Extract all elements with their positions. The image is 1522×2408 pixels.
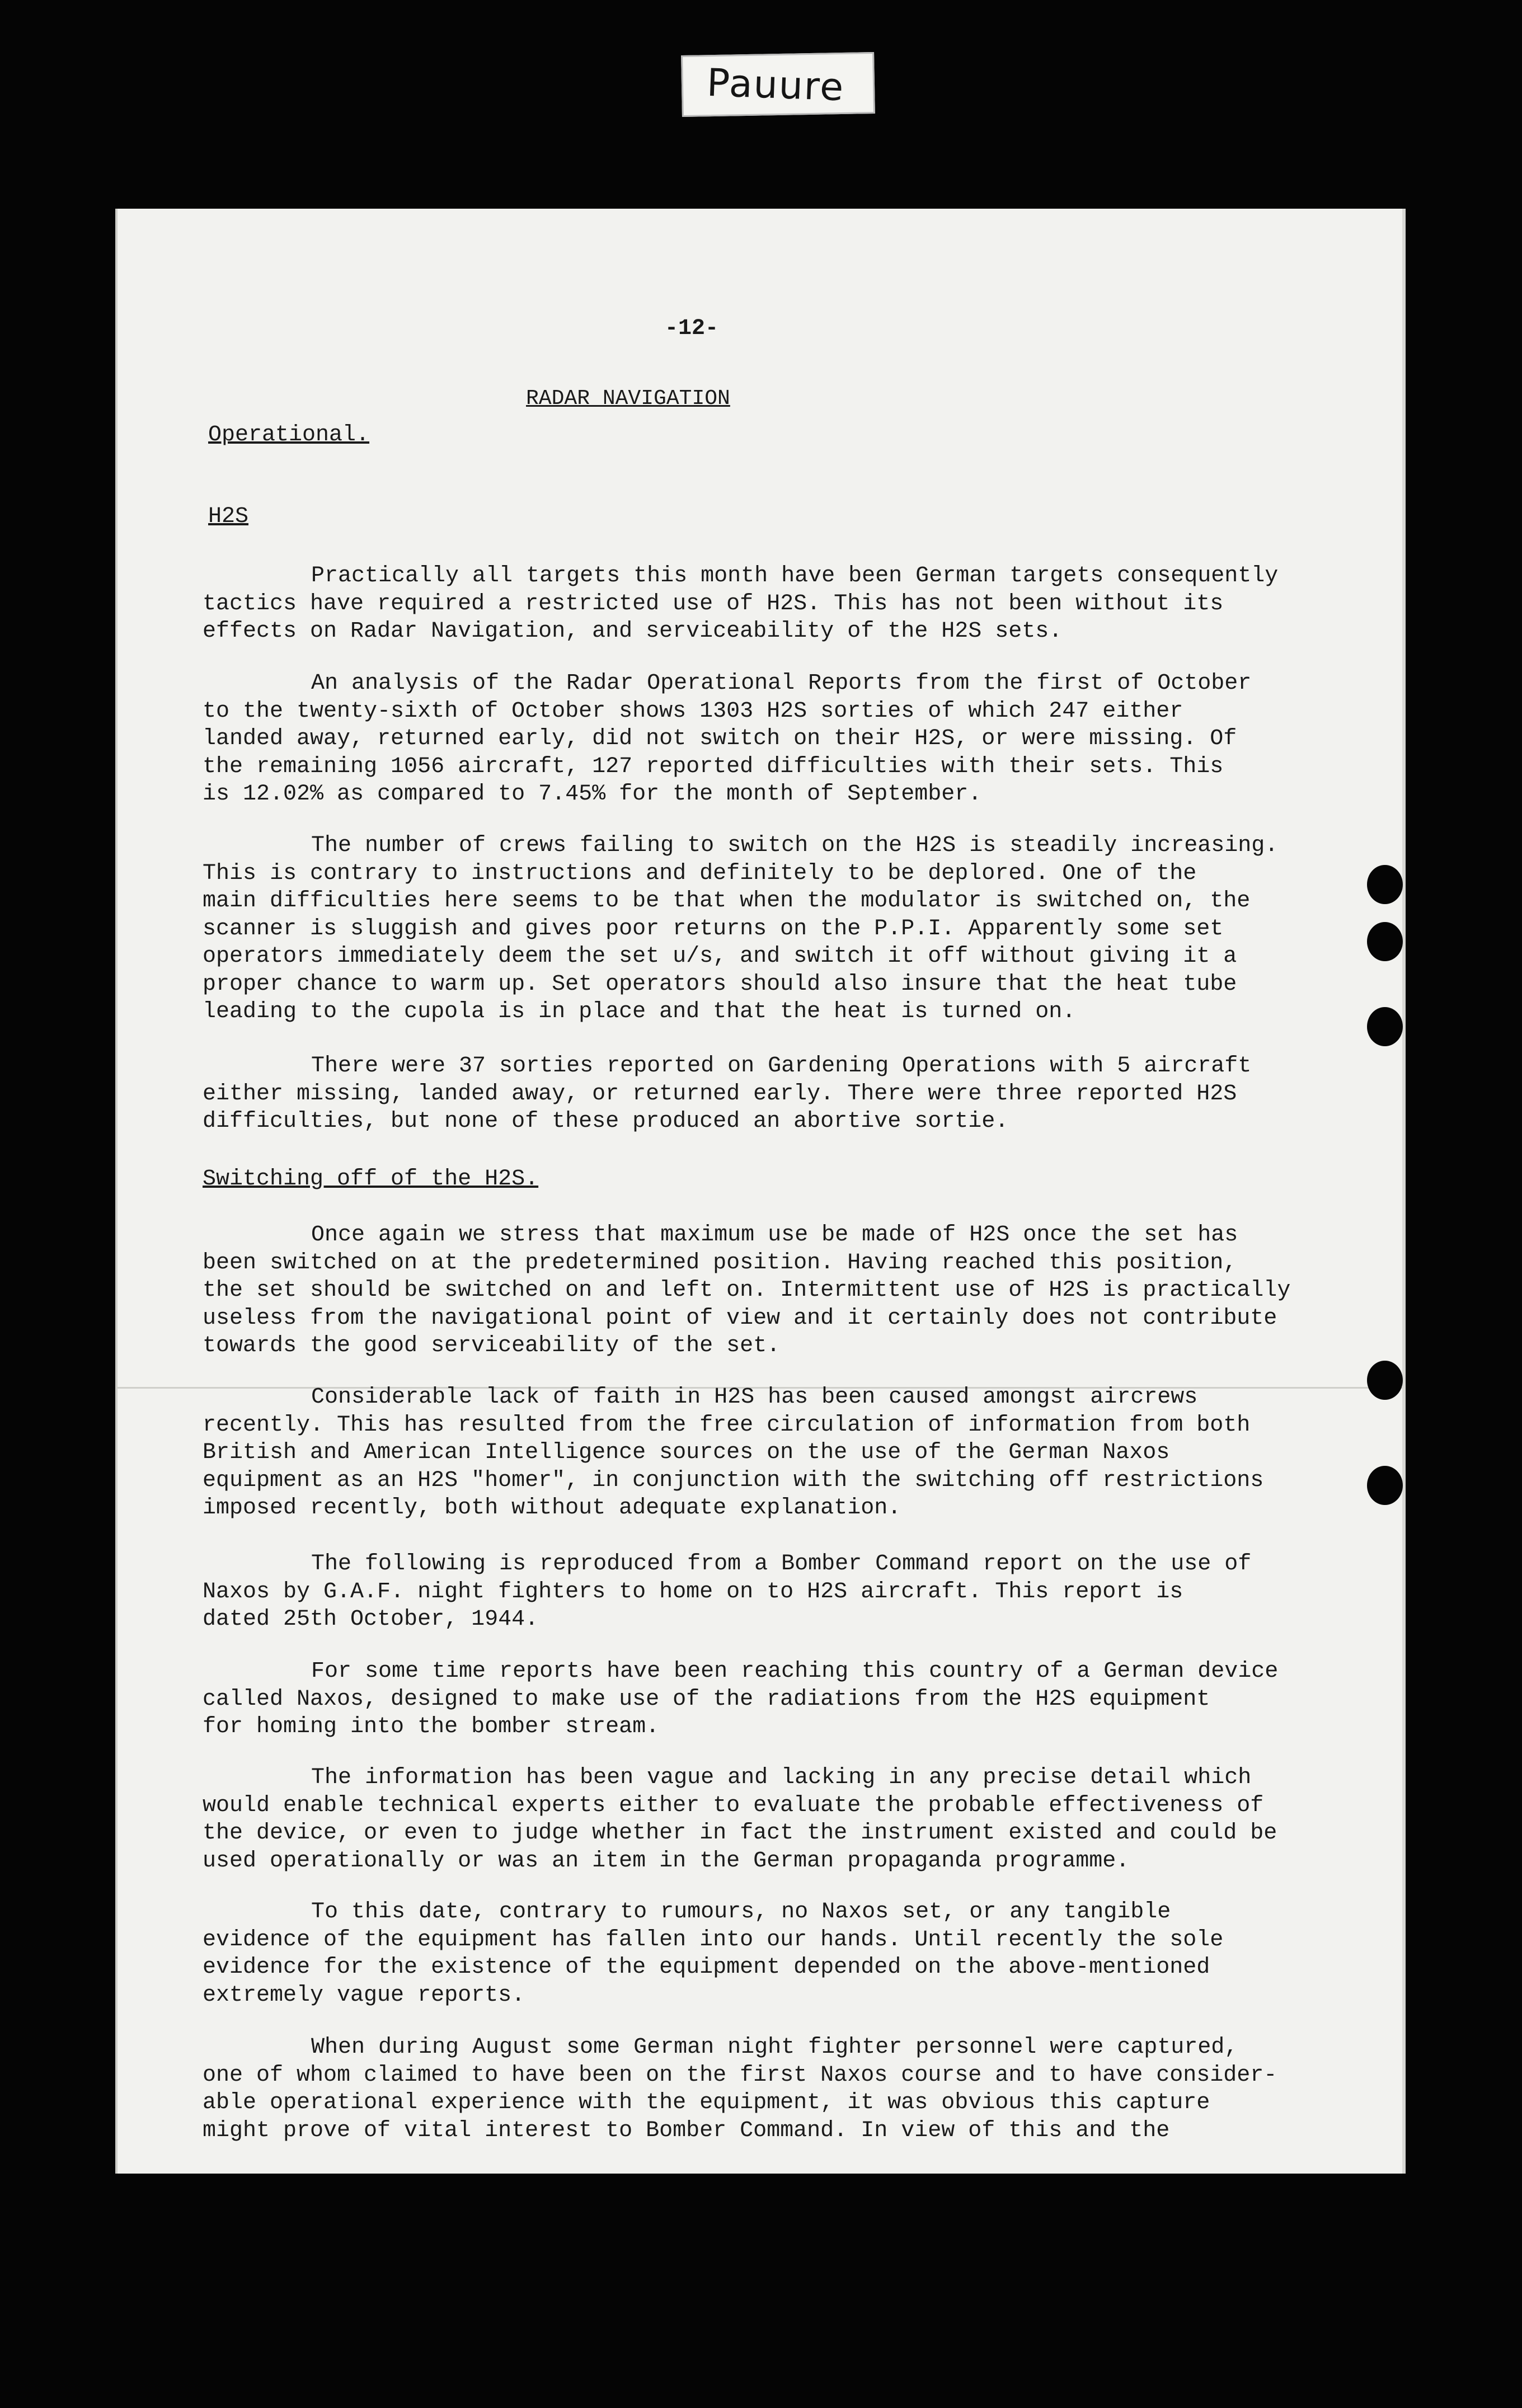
punch-hole: [1367, 1466, 1403, 1505]
document-page: [115, 209, 1406, 2174]
paragraph-8: For some time reports have been reaching this country of a German device called Naxos, designed to make use of the radiations from the H2S equipment for homing into the bomber stream.: [203, 1659, 1279, 1739]
archive-label-tag: [681, 52, 875, 117]
document-title: RADAR NAVIGATION: [526, 387, 730, 411]
punch-hole: [1367, 922, 1403, 961]
paragraph-9: The information has been vague and lacking in any precise detail which would enable technical experts either to evaluate the probable effectiveness of the device, or even to judge whether in fact the instrument existed and could be used operationally or was an item in the German propaganda programme.: [203, 1765, 1277, 1874]
archive-label-text: Pauure: [706, 60, 845, 110]
paragraph-7: The following is reproduced from a Bomber Command report on the use of Naxos by G.A.F. night fighters to home on to H2S aircraft. This report is dated 25th October, 1944.: [203, 1551, 1252, 1632]
punch-hole: [1367, 865, 1403, 904]
paragraph-10: To this date, contrary to rumours, no Naxos set, or any tangible evidence of the equipment has fallen into our hands. Until recently the sole evidence for the existence of the equipment depended on the above-mentioned extremely vague reports.: [203, 1899, 1224, 2008]
paragraph-6: Considerable lack of faith in H2S has been caused amongst aircrews recently. This has resulted from the free circulation of information from both British and American Intelligence sources on the use of the German Naxos equipment as an H2S "homer", in conjunction with the switching off restrictions imposed recently, both without adequate explanation.: [203, 1385, 1264, 1521]
punch-hole: [1367, 1007, 1403, 1046]
paragraph-11: When during August some German night fighter personnel were captured, one of whom claimed to have been on the first Naxos course and to have consider- able operational experience with the equipment, it was obvious this capture might prove of vital interest to Bomber Command. In view of this and the: [203, 2035, 1277, 2143]
paragraph-5: Once again we stress that maximum use be made of H2S once the set has been switched on at the predetermined position. Having reached this position, the set should be switched on and left on. Intermittent use of H2S is practically useless from the navigational point of view and it certainly does not contribute towards the good serviceability of the set.: [203, 1222, 1291, 1358]
heading-switching-off: Switching off of the H2S.: [203, 1167, 539, 1192]
paragraph-3: The number of crews failing to switch on the H2S is steadily increasing. This is contrary to instructions and definitely to be deplored. One of the main difficulties here seems to be that when the modulator is switched on, the scanner is sluggish and gives poor returns on the P.P.I. Apparently some set operators immediately deem the set u/s, and switch it off without giving it a proper chance to warm up. Set operators should also insure that the heat tube leading to the cupola is in place and that the heat is turned on.: [203, 833, 1279, 1024]
heading-operational: Operational.: [208, 422, 370, 448]
punch-hole: [1367, 1361, 1403, 1400]
heading-h2s: H2S: [208, 504, 249, 529]
page-number: -12-: [665, 316, 719, 341]
paragraph-2: An analysis of the Radar Operational Reports from the first of October to the twenty-sixth of October shows 1303 H2S sorties of which 247 either landed away, returned early, did not switch on their H2S, or were missing. Of the remaining 1056 aircraft, 127 reported difficulties with their sets. This is 12.02% as compared to 7.45% for the month of September.: [203, 671, 1252, 807]
paragraph-1: Practically all targets this month have been German targets consequently tactics have required a restricted use of H2S. This has not been without its effects on Radar Navigation, and serviceability of the H2S sets.: [203, 563, 1279, 644]
paragraph-4: There were 37 sorties reported on Gardening Operations with 5 aircraft either missing, landed away, or returned early. There were three reported H2S difficulties, but none of these produced an abortive sortie.: [203, 1054, 1252, 1134]
